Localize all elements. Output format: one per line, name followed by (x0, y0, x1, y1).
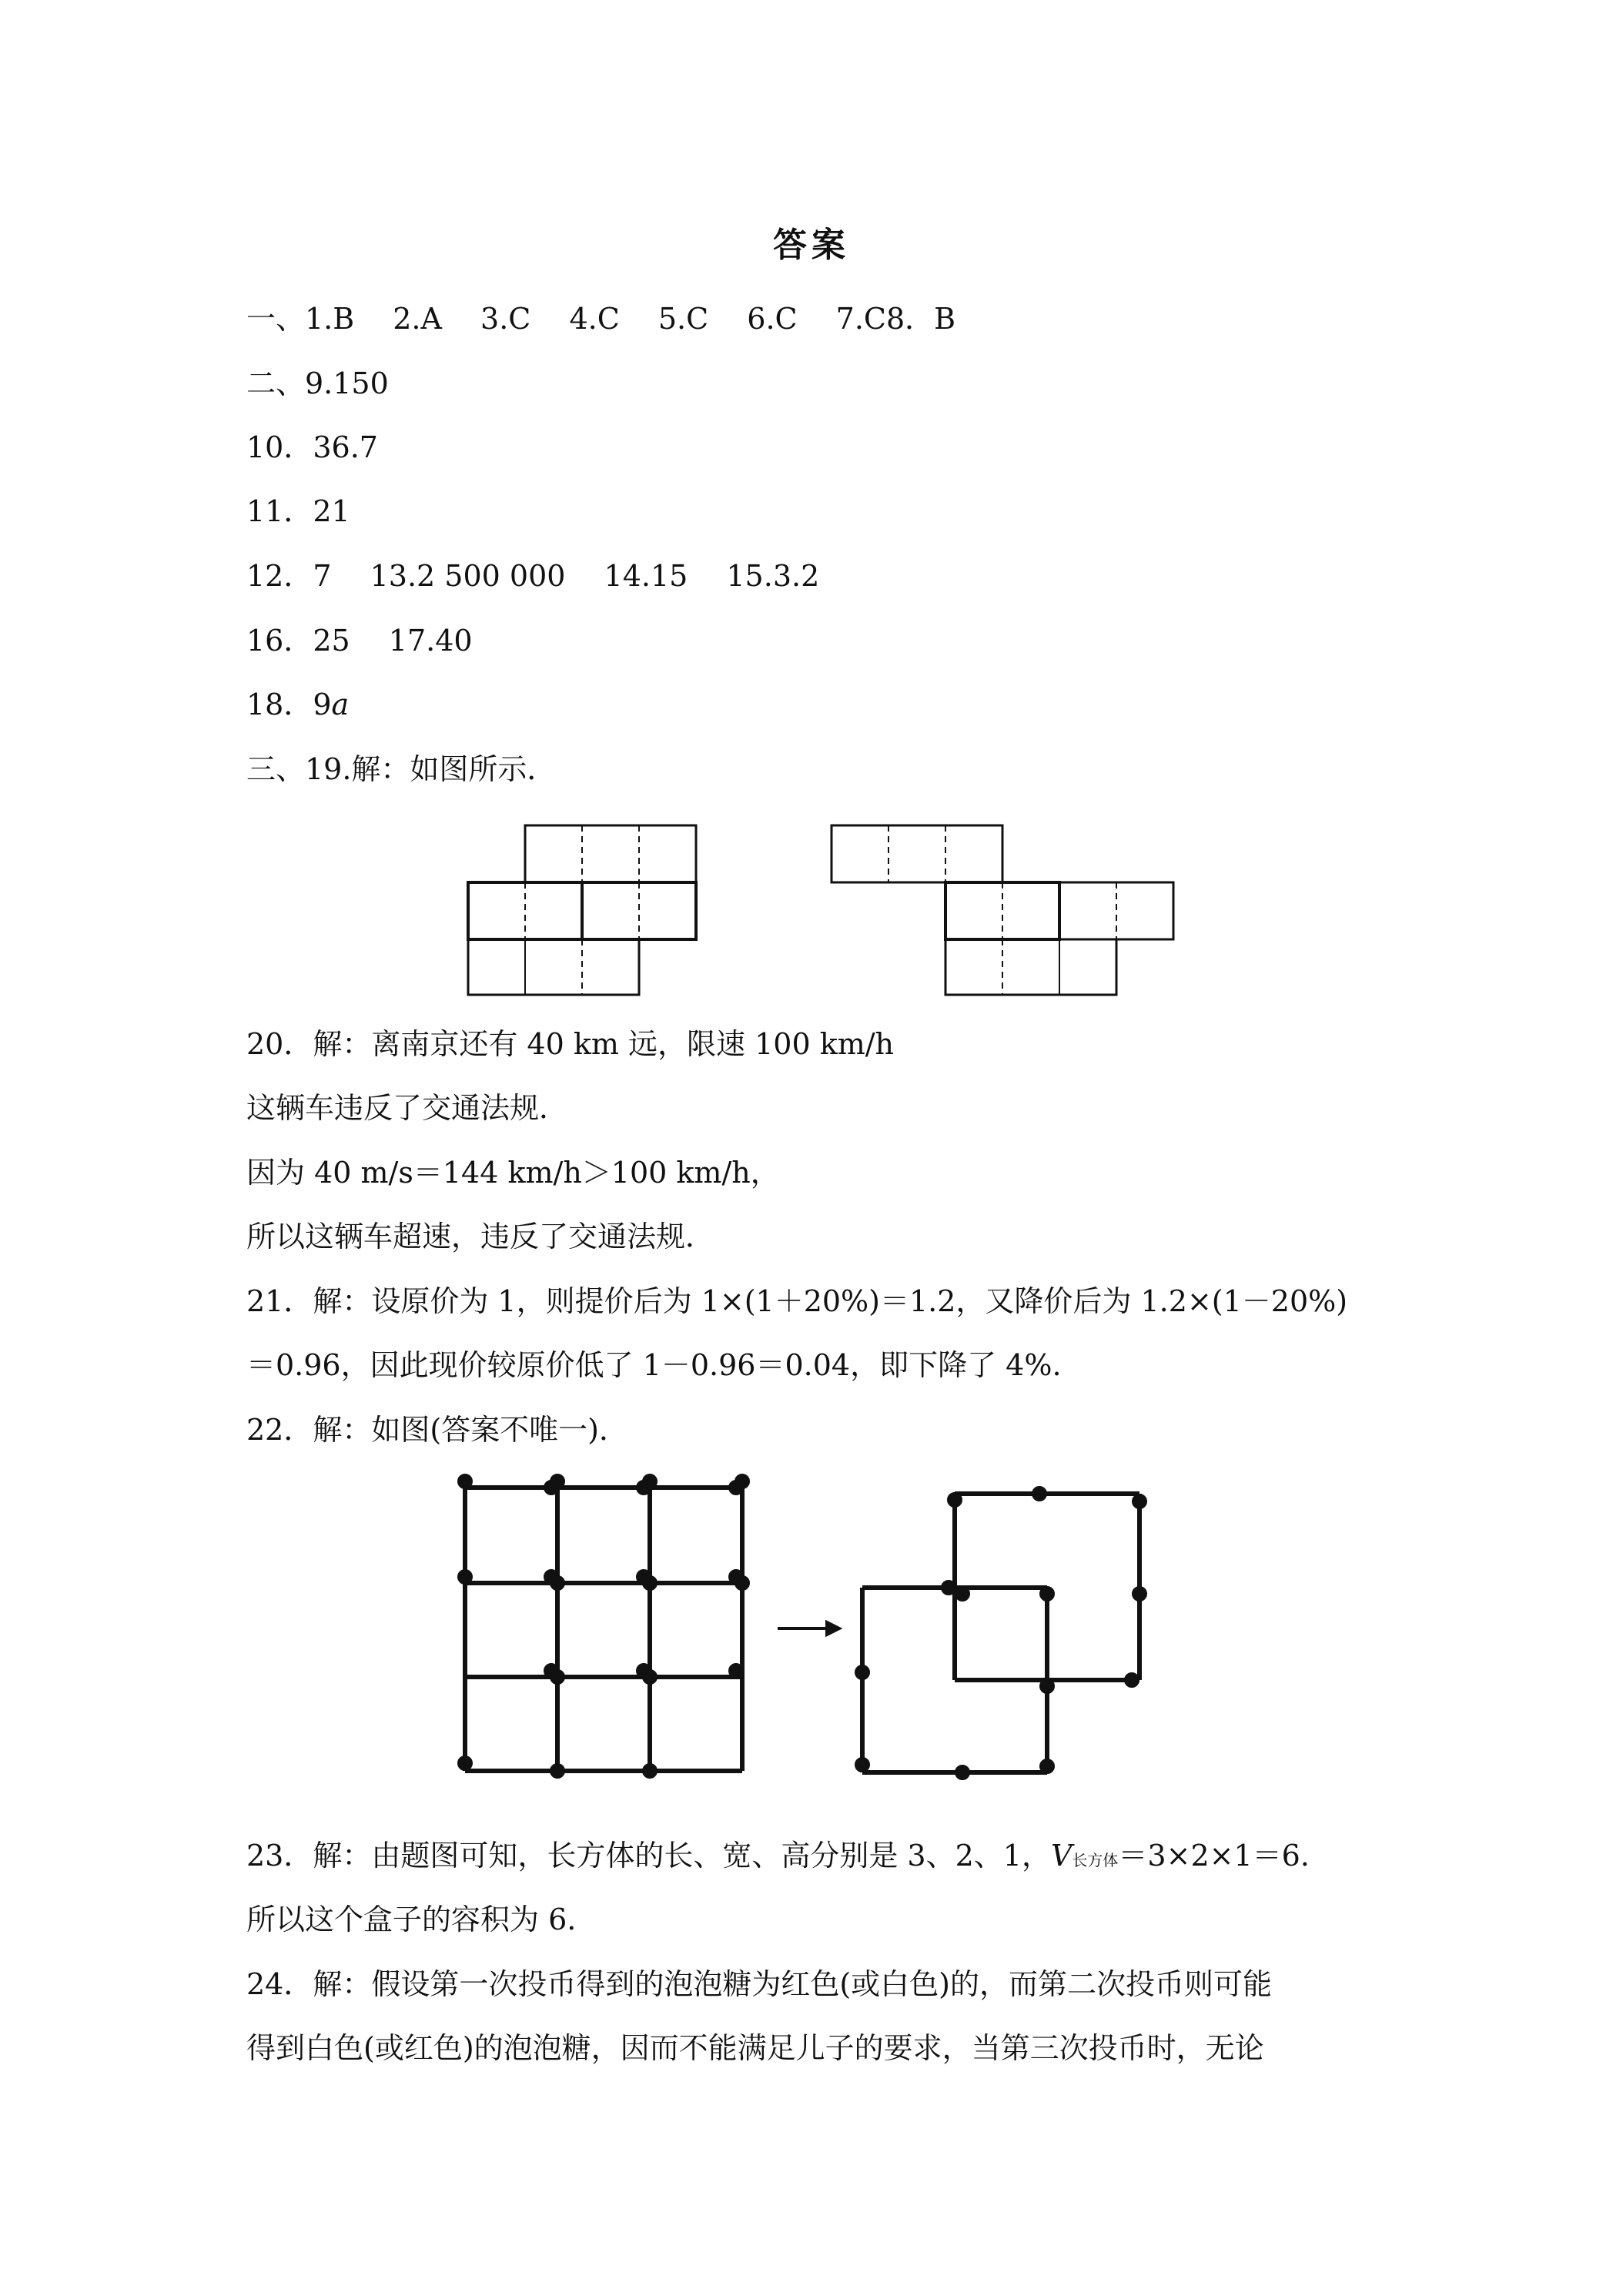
answer-19: 三、19.解：如图所示． (246, 752, 557, 786)
answer-11: 11．21 (246, 494, 350, 528)
matchstick-shape-right (857, 1488, 1145, 1778)
answer-24-line-1: 24．解：假设第一次投币得到的泡泡糖为红色(或白色)的，而第二次投币则可能 (246, 1967, 1273, 2001)
answer-21-line-2: ＝0.96，因此现价较原价低了 1－0.96＝0.04，即下降了 4%. (246, 1348, 1062, 1382)
answer-21-line-1: 21．解：设原价为 1，则提价后为 1×(1＋20%)＝1.2，又降价后为 1.2×(1－20%) (246, 1284, 1348, 1318)
answer-23-line-1 (246, 1837, 1310, 1879)
answer-section-2: 二、9.150 (246, 366, 389, 400)
answer-23-line-2: 所以这个盒子的容积为 6. (246, 1903, 577, 1936)
answer-10: 10．36.7 (246, 430, 378, 464)
answer-20-line-4: 所以这辆车超速，违反了交通法规． (246, 1220, 715, 1253)
volume-variable: V (1050, 1839, 1073, 1873)
answer-18-number: 18．9 (246, 688, 332, 721)
figure-19-nets (454, 815, 1186, 999)
page-title: 答案 (773, 226, 850, 265)
answer-20-line-1: 20．解：离南京还有 40 km 远，限速 100 km/h (246, 1027, 895, 1061)
answer-18-variable: a (331, 688, 350, 721)
answer-16-17: 16．25 17.40 (246, 624, 473, 658)
matchstick-grid-left (460, 1476, 748, 1776)
answer-23-text: 23．解：由题图可知，长方体的长、宽、高分别是 3、2、1， (246, 1839, 1051, 1873)
arrow-icon (778, 1622, 839, 1635)
answer-24-line-2: 得到白色(或红色)的泡泡糖，因而不能满足儿子的要求，当第三次投币时，无论 (246, 2031, 1264, 2065)
answer-23-equation: ＝3×2×1＝6. (1118, 1839, 1310, 1873)
answer-12-15: 12．7 13.2 500 000 14.15 15.3.2 (246, 559, 820, 593)
answer-section-1: 一、1.B 2.A 3.C 4.C 5.C 6.C 7.C8．B (246, 302, 956, 336)
figure-22-matchsticks (454, 1471, 1186, 1802)
net-right (832, 825, 1173, 995)
answer-20-line-3: 因为 40 m/s＝144 km/h＞100 km/h， (246, 1156, 780, 1190)
answer-18 (246, 686, 349, 723)
answer-20-line-2: 这辆车违反了交通法规． (246, 1091, 569, 1125)
net-left (468, 825, 696, 995)
answer-22: 22．解：如图(答案不唯一)． (246, 1413, 629, 1447)
volume-subscript: 长方体 (1072, 1851, 1119, 1869)
